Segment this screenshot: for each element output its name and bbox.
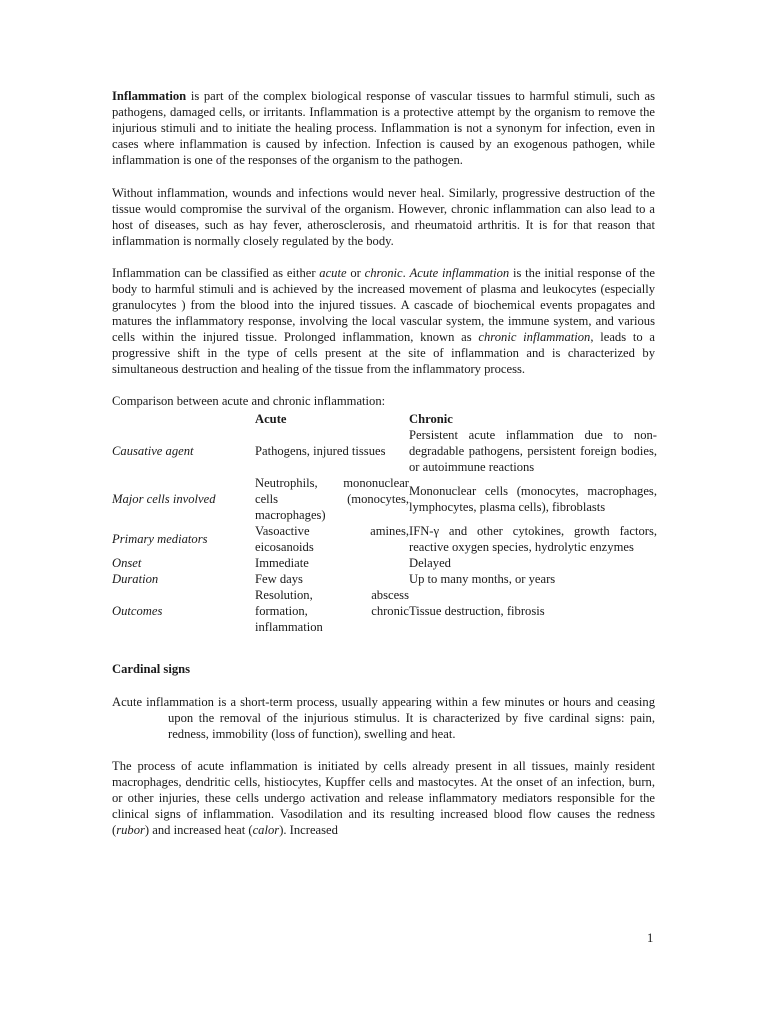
text-fragment: Inflammation can be classified as either [112, 266, 320, 280]
cell-acute: Resolution, abscess formation, chronic inflammation [255, 588, 409, 634]
cell-acute: Neutrophils, mononuclear cells (monocytes, macrophages) [255, 476, 409, 522]
term-calor: calor [252, 823, 280, 837]
cell-acute: Immediate [255, 556, 309, 570]
term-chronic-inflammation: chronic inflammation [478, 330, 591, 344]
text-fragment: ). Increased [279, 823, 338, 837]
table-row [112, 571, 657, 587]
term-acute-inflammation: Acute inflammation [409, 266, 510, 280]
cell-chronic: Up to many months, or years [409, 572, 556, 586]
paragraph-classification [112, 265, 655, 377]
cell-chronic: Persistent acute inflammation due to non-degradable pathogens, persistent foreign bodies, or autoimmune reactions [409, 428, 657, 474]
table-row [112, 475, 657, 523]
comparison-table [112, 411, 657, 635]
text-fragment: . [402, 266, 410, 280]
paragraph-definition-text: is part of the complex biological response of vascular tissues to harmful stimuli, such as pathogens, damaged cells, or irritants. Inflammation is a protective attempt by the organism to remove the injurious stimuli and to initiate the healing process. Inflammation is not a synonym for infection, even in cases where inflammation is caused by infection. Infection is caused by an exogenous pathogen, while inflammation is one of the responses of the organism to the pathogen. [112, 89, 655, 167]
header-empty [112, 411, 255, 427]
row-label: Causative agent [112, 444, 194, 458]
paragraph-definition [112, 88, 655, 168]
table-row [112, 427, 657, 475]
table-caption: Comparison between acute and chronic inflammation: [112, 394, 386, 408]
term-inflammation: Inflammation [112, 89, 187, 103]
document-page [112, 88, 655, 854]
paragraph-process [112, 758, 655, 838]
term-acute: acute [319, 266, 347, 280]
text-fragment: , leads to a progressive shift in the type of cells present at the site of inflammation and is characterized by simultaneous destruction and healing of the tissue from the inflammatory process. [112, 330, 655, 376]
cell-chronic: Delayed [409, 556, 451, 570]
term-chronic: chronic [364, 266, 403, 280]
term-rubor: rubor [116, 823, 145, 837]
row-label: Primary mediators [112, 532, 208, 546]
cell-chronic: Tissue destruction, fibrosis [409, 604, 545, 618]
paragraph-importance: Without inflammation, wounds and infections would never heal. Similarly, progressive destruction of the tissue would compromise the survival of the organism. However, chronic inflammation can also lead to a host of diseases, such as hay fever, atherosclerosis, and rheumatoid arthritis. It is for that reason that inflammation is normally closely regulated by the body. [112, 186, 655, 248]
section-heading-cardinal-signs: Cardinal signs [112, 662, 191, 676]
cell-chronic: IFN-γ and other cytokines, growth factors, reactive oxygen species, hydrolytic enzymes [409, 524, 657, 554]
table-row [112, 587, 657, 635]
cell-acute: Vasoactive amines, eicosanoids [255, 524, 409, 554]
header-acute: Acute [255, 412, 287, 426]
table-row [112, 555, 657, 571]
page-number: 1 [647, 931, 654, 945]
text-fragment: ) and increased heat ( [144, 823, 253, 837]
header-chronic: Chronic [409, 412, 453, 426]
cell-acute: Few days [255, 572, 303, 586]
cell-chronic: Mononuclear cells (monocytes, macrophages, lymphocytes, plasma cells), fibroblasts [409, 484, 657, 514]
row-label: Duration [112, 572, 159, 586]
row-label: Onset [112, 556, 142, 570]
row-label: Major cells involved [112, 492, 216, 506]
text-fragment: is the initial response of the body to harmful stimuli and is achieved by the increased movement of plasma and leukocytes (especially granulocytes ) from the blood into the injured tissues. A cascade of biochemical events propagates and matures the inflammatory response, involving the local vascular system, the immune system, and various cells within the injured tissue. Prolonged inflammation, known as [112, 266, 655, 344]
table-header-row [112, 411, 657, 427]
cell-acute: Pathogens, injured tissues [255, 444, 386, 458]
text-fragment: The process of acute inflammation is initiated by cells already present in all tissues, mainly resident macrophages, dendritic cells, histiocytes, Kupffer cells and mastocytes. At the onset of an infection, burn, or other injuries, these cells undergo activation and release inflammatory mediators responsible for the clinical signs of inflammation. Vasodilation and its resulting increased blood flow causes the redness ( [112, 759, 655, 837]
text-fragment: or [346, 266, 365, 280]
row-label: Outcomes [112, 604, 163, 618]
paragraph-cardinal-signs: Acute inflammation is a short-term process, usually appearing within a few minutes or hours and ceasing upon the removal of the injurious stimulus. It is characterized by five cardinal signs: pain, redness, immobility (loss of function), swelling and heat. [112, 695, 655, 741]
table-row [112, 523, 657, 555]
